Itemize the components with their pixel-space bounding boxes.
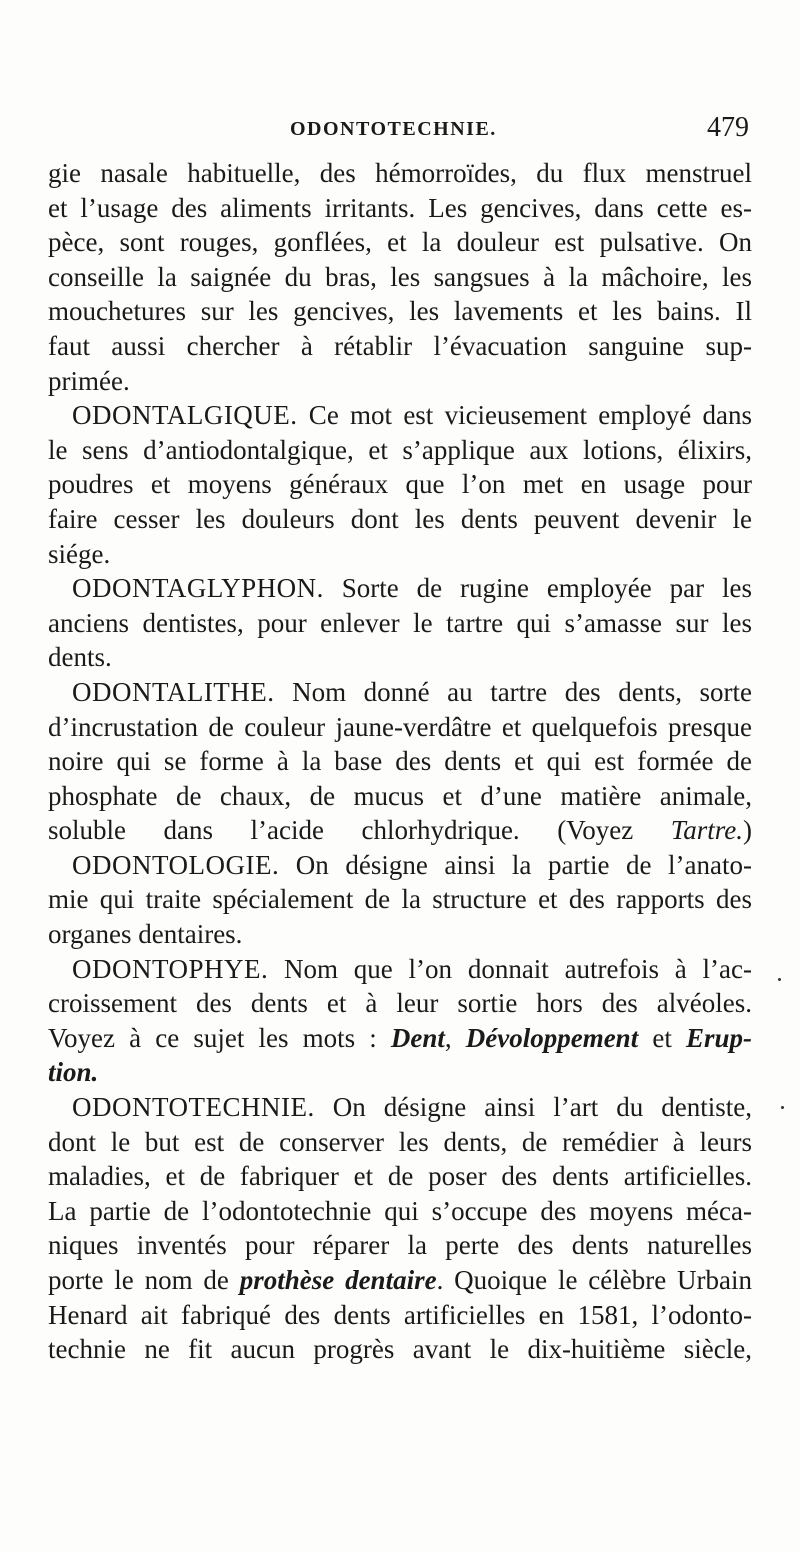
text-line: et l’usage des aliments irritants. Les gencives, dans cette es- xyxy=(48,192,752,223)
text-line: organes dentaires. xyxy=(48,919,243,950)
text-line: noire qui se forme à la base des dents et qui est formée de xyxy=(48,746,752,777)
print-speck xyxy=(778,978,781,981)
entry-odontalithe xyxy=(48,675,752,710)
text-line: dents. xyxy=(48,642,112,673)
cross-reference: tion. xyxy=(48,1057,99,1088)
page-number: 479 xyxy=(707,112,749,143)
entry-text: On désigne ainsi la partie de l’anato- xyxy=(279,849,752,880)
text-line: croissement des dents et à leur sortie hors des alvéoles. xyxy=(48,988,752,1019)
text-line: maladies, et de fabriquer et de poser des dents artificielles. xyxy=(48,1161,752,1192)
text-line xyxy=(48,1263,752,1298)
page-header xyxy=(47,112,757,148)
text-line: anciens dentistes, pour enlever le tartre qui s’amasse sur les xyxy=(48,607,752,638)
text-run: soluble dans l’acide chlorhydrique. (Voyez xyxy=(48,815,671,846)
text-line: faire cesser les douleurs dont les dents peuvent devenir le xyxy=(48,503,752,534)
entry-odontologie xyxy=(48,848,752,883)
text-run: Voyez à ce sujet les mots : xyxy=(48,1022,391,1053)
entry-odontotechnie xyxy=(48,1090,752,1125)
entry-term: ODONTOPHYE. xyxy=(72,953,269,984)
entry-text: On désigne ainsi l’art du dentiste, xyxy=(314,1092,752,1123)
text-line: dont le but est de conserver les dents, de remédier à leurs xyxy=(48,1126,752,1157)
cross-reference: Tartre. xyxy=(670,815,743,846)
entry-text: Sorte de rugine employée par les xyxy=(323,573,752,604)
entry-odontophye xyxy=(48,952,752,987)
text-line: le sens d’antiodontalgique, et s’applique aux lotions, élixirs, xyxy=(48,434,752,465)
entry-term: ODONTALGIQUE. xyxy=(72,400,298,431)
text-line: mouchetures sur les gencives, les lavements et les bains. Il xyxy=(48,296,752,327)
entry-text: Nom que l’on donnait autrefois à l’ac- xyxy=(268,953,752,984)
entry-term: ODONTOLOGIE. xyxy=(72,849,280,880)
text-line: La partie de l’odontotechnie qui s’occupe des moyens méca- xyxy=(48,1195,752,1226)
print-speck xyxy=(781,1106,784,1109)
text-line: phosphate de chaux, de mucus et d’une matière animale, xyxy=(48,780,752,811)
text-line: niques inventés pour réparer la perte des dents naturelles xyxy=(48,1230,752,1261)
text-run: et xyxy=(638,1022,686,1053)
text-run: , xyxy=(444,1022,466,1053)
entry-term: ODONTALITHE. xyxy=(72,676,275,707)
emphasis: prothèse dentaire xyxy=(239,1265,437,1295)
text-line: poudres et moyens généraux que l’on met en usage pour xyxy=(48,469,752,500)
running-title: ODONTOTECHNIE. xyxy=(290,118,497,140)
cross-reference: Dévoloppement xyxy=(465,1022,639,1053)
body-text xyxy=(48,156,752,1367)
entry-text: Ce mot est vicieusement employé dans xyxy=(297,400,752,431)
text-line xyxy=(48,1021,752,1056)
text-line: technie ne fit aucun progrès avant le dix-huitième siècle, xyxy=(48,1334,752,1365)
entry-term: ODONTAGLYPHON. xyxy=(72,573,324,604)
cross-reference: Dent xyxy=(390,1022,445,1053)
text-line: mie qui traite spécialement de la structure et des rapports des xyxy=(48,884,752,915)
text-line: faut aussi chercher à rétablir l’évacuation sanguine sup- xyxy=(48,330,752,361)
text-run: porte le nom de xyxy=(48,1265,240,1295)
text-line: primée. xyxy=(48,365,130,396)
entry-term: ODONTOTECHNIE. xyxy=(72,1092,315,1123)
text-line: siége. xyxy=(48,538,111,569)
text-line: pèce, sont rouges, gonflées, et la douleur est pulsative. On xyxy=(48,227,752,258)
entry-odontalgique xyxy=(48,398,752,433)
text-line: Henard ait fabriqué des dents artificielles en 1581, l’odonto- xyxy=(48,1299,752,1330)
text-run: ) xyxy=(743,815,752,846)
text-line xyxy=(48,813,752,848)
text-run: . Quoique le célèbre Urbain xyxy=(436,1265,752,1295)
text-line: conseille la saignée du bras, les sangsues à la mâchoire, les xyxy=(48,261,752,292)
entry-odontaglyphon xyxy=(48,571,752,606)
entry-text: Nom donné au tartre des dents, sorte xyxy=(274,676,752,707)
text-line: gie nasale habituelle, des hémorroïdes, du flux menstruel xyxy=(48,158,752,188)
cross-reference: Erup- xyxy=(685,1022,752,1053)
text-line: d’incrustation de couleur jaune-verdâtre et quelquefois presque xyxy=(48,711,752,742)
